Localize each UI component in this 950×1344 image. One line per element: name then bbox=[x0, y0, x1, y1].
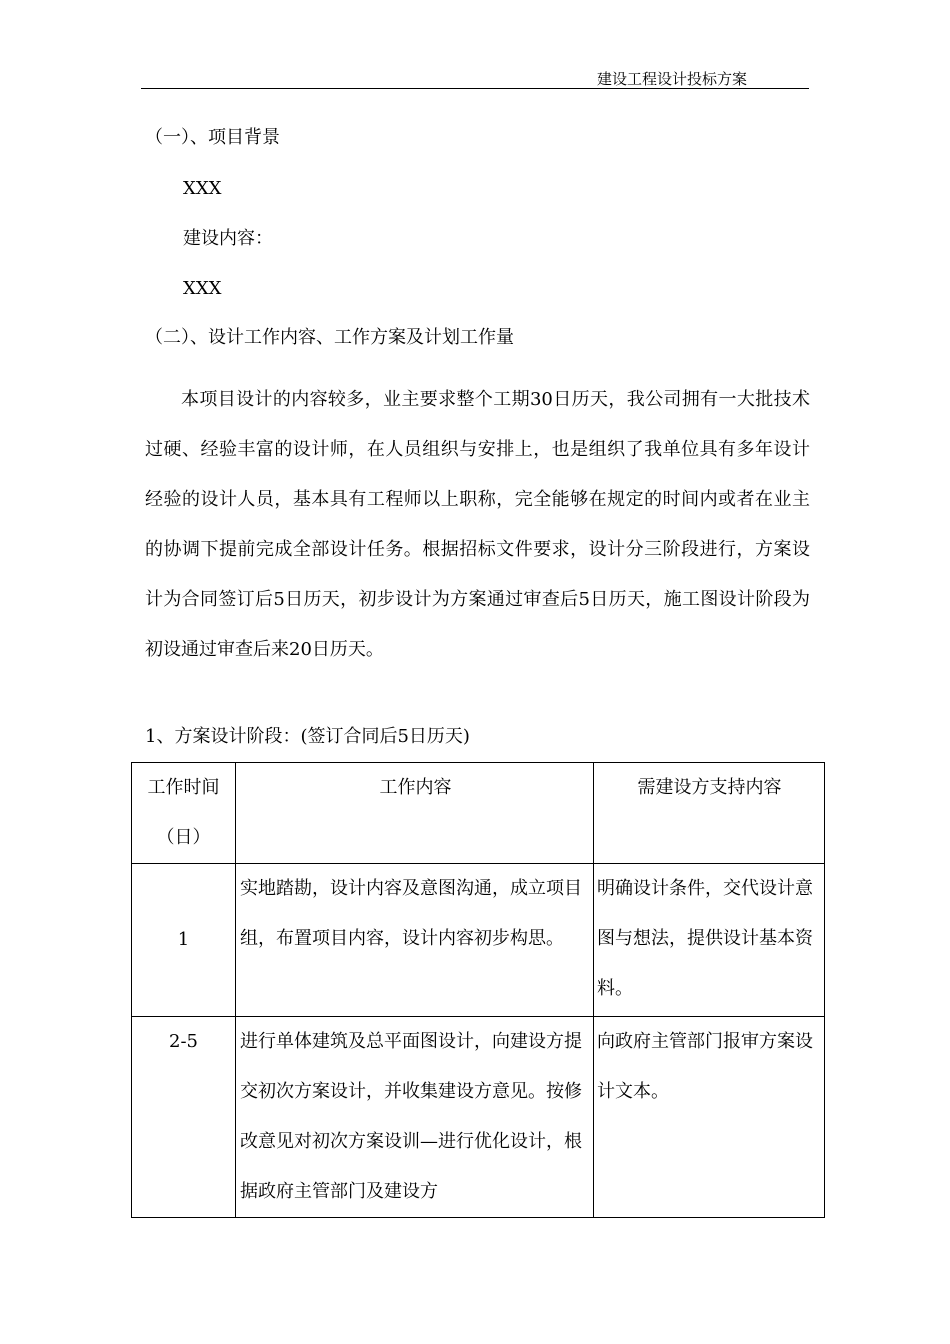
header-work-time: 工作时间（日） bbox=[132, 763, 236, 864]
row-client-support: 明确设计条件，交代设计意图与想法，提供设计基本资料。 bbox=[594, 864, 825, 1017]
construction-content-label: 建设内容： bbox=[183, 228, 273, 249]
row-client-support: 向政府主管部门报审方案设计文本。 bbox=[594, 1017, 825, 1218]
construction-content-text: XXX bbox=[183, 278, 222, 299]
row-work-content: 进行单体建筑及总平面图设计，向建设方提交初次方案设计，并收集建设方意见。按修改意见对初次方案设训—进行优化设计，根据政府主管部门及建设方 bbox=[236, 1017, 594, 1218]
header-client-support: 需建设方支持内容 bbox=[594, 763, 825, 864]
section-1-heading: （一）、项目背景 bbox=[145, 127, 280, 148]
row-work-time: 2-5 bbox=[132, 1017, 236, 1218]
table-row bbox=[132, 1017, 825, 1218]
stage-1-schedule-table bbox=[131, 762, 825, 1218]
project-background-text: XXX bbox=[183, 178, 222, 199]
design-overview-paragraph: 本项目设计的内容较多，业主要求整个工期30日历天，我公司拥有一大批技术过硬、经验丰富的设计师，在人员组织与安排上，也是组织了我单位具有多年设计经验的设计人员，基本具有工程师以上职称，完全能够在规定的时间内或者在业主的协调下提前完成全部设计任务。根据招标文件要求，设计分三阶段进行，方案设计为合同签订后5日历天，初步设计为方案通过审查后5日历天，施工图设计阶段为初设通过审查后来20日历天。 bbox=[145, 389, 810, 660]
table-row bbox=[132, 864, 825, 1017]
header-rule bbox=[141, 88, 809, 89]
table-header-row bbox=[132, 763, 825, 864]
row-work-content: 实地踏勘，设计内容及意图沟通，成立项目组，布置项目内容，设计内容初步构思。 bbox=[236, 864, 594, 1017]
running-header-title: 建设工程设计投标方案 bbox=[597, 70, 748, 88]
stage-1-title: 1、方案设计阶段：(签订合同后5日历天) bbox=[145, 726, 470, 747]
row-work-time: 1 bbox=[132, 864, 236, 1017]
header-work-content: 工作内容 bbox=[236, 763, 594, 864]
section-2-heading: （二）、设计工作内容、工作方案及计划工作量 bbox=[145, 327, 514, 348]
